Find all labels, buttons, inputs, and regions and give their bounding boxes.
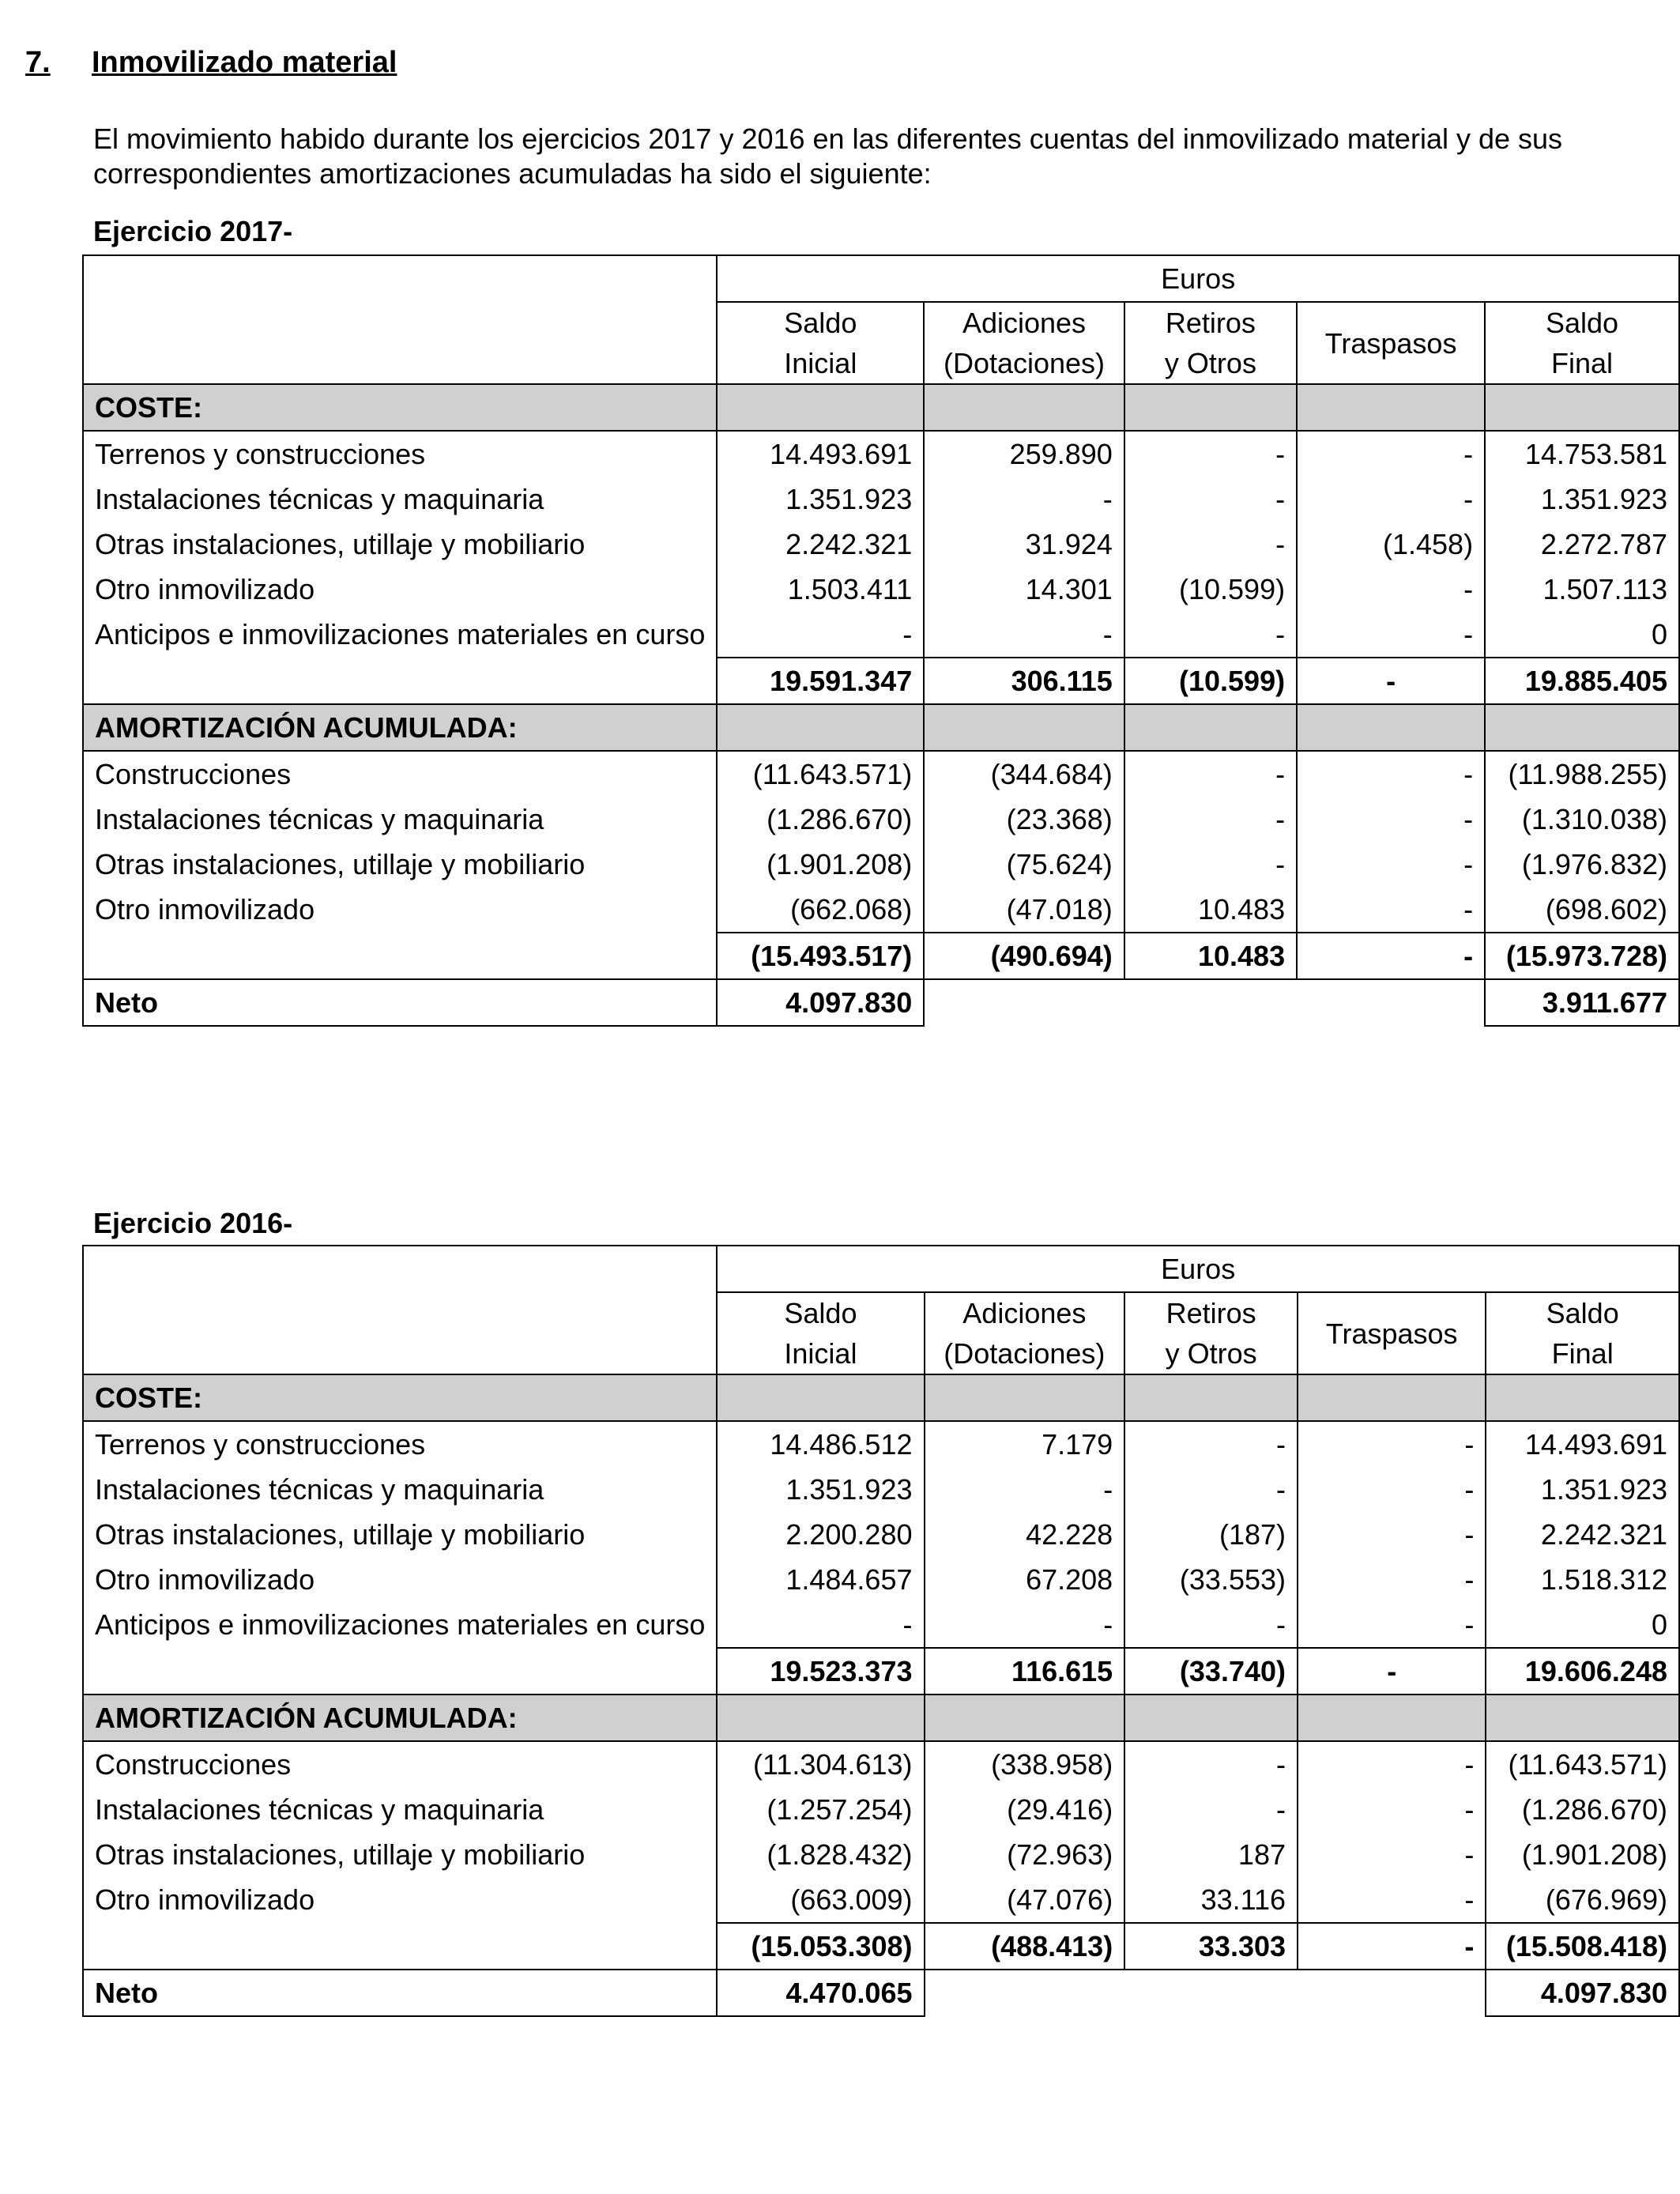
total-coste-blank [83,1648,717,1695]
total-amortizacion-value: (15.053.308) [717,1923,924,1970]
row-value: 1.484.657 [717,1557,924,1602]
total-amortizacion-blank [83,933,717,979]
header-euros: Euros [717,1246,1679,1292]
row-value: 33.116 [1124,1877,1298,1923]
section-amortizacion-label: AMORTIZACIÓN ACUMULADA: [83,1695,717,1741]
neto-row [83,979,1679,1026]
row-value: (47.076) [925,1877,1125,1923]
section-amortizacion [83,1695,1679,1741]
row-value: (72.963) [925,1832,1125,1877]
header-retiros-line2: y Otros [1164,347,1256,379]
row-value: (75.624) [924,842,1124,887]
total-coste-value: (33.740) [1124,1648,1298,1695]
row-label: Instalaciones técnicas y maquinaria [83,1467,717,1512]
row-value: (11.643.571) [717,751,924,797]
row-value: - [1297,567,1485,612]
row-value: - [1298,1512,1486,1557]
table-row [83,1512,1679,1557]
row-value: - [925,1602,1125,1648]
table-row [83,612,1679,658]
header-saldo-final-line2: Final [1551,1337,1614,1370]
row-label: Instalaciones técnicas y maquinaria [83,477,717,522]
row-value: - [1298,1557,1486,1602]
row-label: Terrenos y construcciones [83,1421,717,1467]
row-value: (344.684) [924,751,1124,797]
row-value: (1.901.208) [717,842,924,887]
neto-label: Neto [83,979,717,1026]
row-value: (663.009) [717,1877,924,1923]
row-value: - [1297,477,1485,522]
row-value: 14.493.691 [1486,1421,1679,1467]
header-saldo-final-line1: Saldo [1546,307,1619,339]
header-adiciones [925,1292,1125,1374]
row-value: - [1298,1877,1486,1923]
row-value: 1.351.923 [717,477,924,522]
section-heading [25,46,397,80]
total-coste [83,1648,1679,1695]
total-coste-value: 19.591.347 [717,658,924,704]
row-label: Anticipos e inmovilizaciones materiales en curso [83,612,717,658]
total-coste-value: 306.115 [924,658,1124,704]
neto-gap [925,1970,1486,2016]
row-value: (1.828.432) [717,1832,924,1877]
row-label: Otro inmovilizado [83,567,717,612]
table-row [83,1832,1679,1877]
row-value: 14.753.581 [1485,431,1679,477]
header-traspasos: Traspasos [1298,1292,1486,1374]
header-saldo-inicial-line2: Inicial [784,1337,857,1370]
header-saldo-final-line2: Final [1551,347,1614,379]
row-value: (33.553) [1124,1557,1298,1602]
row-value: (676.969) [1486,1877,1679,1923]
total-amortizacion-value: (15.508.418) [1486,1923,1679,1970]
section-amortizacion [83,704,1679,751]
header-traspasos: Traspasos [1297,302,1485,384]
table-row [83,887,1679,933]
row-value: (1.286.670) [1486,1787,1679,1832]
total-amortizacion-value: - [1298,1923,1486,1970]
total-amortizacion-value: 10.483 [1124,933,1297,979]
row-value: (187) [1124,1512,1298,1557]
row-label: Otro inmovilizado [83,887,717,933]
row-value: (338.958) [925,1741,1125,1787]
section-coste [83,384,1679,431]
table-row [83,1421,1679,1467]
section-number: 7. [25,46,51,79]
row-value: 2.242.321 [717,522,924,567]
header-corner [83,1246,717,1374]
row-value: (1.458) [1297,522,1485,567]
section-coste-label: COSTE: [83,1374,717,1421]
header-corner [83,255,717,384]
section-coste [83,1374,1679,1421]
total-coste [83,658,1679,704]
row-label: Construcciones [83,1741,717,1787]
total-coste-value: 19.523.373 [717,1648,924,1695]
row-value: 0 [1486,1602,1679,1648]
row-value: (29.416) [925,1787,1125,1832]
neto-initial: 4.097.830 [717,979,924,1026]
header-saldo-final [1486,1292,1679,1374]
row-value: - [924,477,1124,522]
row-value: (698.602) [1485,887,1679,933]
total-amortizacion [83,1923,1679,1970]
neto-final: 4.097.830 [1486,1970,1679,2016]
header-retiros [1124,302,1297,384]
row-value: - [1297,431,1485,477]
row-value: (662.068) [717,887,924,933]
row-value: (11.643.571) [1486,1741,1679,1787]
row-value: (11.988.255) [1485,751,1679,797]
neto-row [83,1970,1679,2016]
row-value: - [1298,1467,1486,1512]
row-value: - [1124,1467,1298,1512]
total-amortizacion [83,933,1679,979]
header-adiciones-line2: (Dotaciones) [944,1337,1106,1370]
year-2016-title: Ejercicio 2016- [93,1207,293,1239]
row-label: Construcciones [83,751,717,797]
neto-gap [924,979,1485,1026]
row-value: - [1124,842,1297,887]
header-saldo-inicial [717,1292,924,1374]
row-value: 14.493.691 [717,431,924,477]
total-coste-blank [83,658,717,704]
row-value: (47.018) [924,887,1124,933]
header-row-group [83,255,1679,302]
table-row [83,1467,1679,1512]
row-value: (1.310.038) [1485,797,1679,842]
row-value: - [1297,887,1485,933]
row-value: 10.483 [1124,887,1297,933]
row-value: 42.228 [925,1512,1125,1557]
header-adiciones-line2: (Dotaciones) [943,347,1106,379]
total-amortizacion-value: (488.413) [925,1923,1125,1970]
row-value: - [1124,751,1297,797]
row-value: - [1298,1741,1486,1787]
row-value: 1.351.923 [1486,1467,1679,1512]
table-row [83,522,1679,567]
row-value: - [1298,1832,1486,1877]
row-value: - [924,612,1124,658]
row-value: - [1297,612,1485,658]
row-value: - [717,1602,924,1648]
row-value: - [1298,1421,1486,1467]
header-saldo-inicial [717,302,924,384]
row-value: 14.486.512 [717,1421,924,1467]
row-label: Otro inmovilizado [83,1877,717,1923]
row-value: - [1124,1421,1298,1467]
row-label: Instalaciones técnicas y maquinaria [83,797,717,842]
row-label: Terrenos y construcciones [83,431,717,477]
row-value: - [925,1467,1125,1512]
total-coste-value: 19.606.248 [1486,1648,1679,1695]
row-value: - [1124,477,1297,522]
row-label: Otras instalaciones, utillaje y mobiliario [83,1832,717,1877]
row-value: (1.901.208) [1486,1832,1679,1877]
table-row [83,1877,1679,1923]
row-value: - [717,612,924,658]
table-row [83,1557,1679,1602]
row-label: Otras instalaciones, utillaje y mobiliario [83,522,717,567]
row-label: Otras instalaciones, utillaje y mobiliario [83,842,717,887]
row-value: 31.924 [924,522,1124,567]
row-value: 1.503.411 [717,567,924,612]
row-label: Otro inmovilizado [83,1557,717,1602]
row-label: Instalaciones técnicas y maquinaria [83,1787,717,1832]
row-value: (10.599) [1124,567,1297,612]
table-row [83,431,1679,477]
row-value: - [1124,431,1297,477]
total-amortizacion-value: (15.973.728) [1485,933,1679,979]
table-row [83,1602,1679,1648]
row-value: - [1297,842,1485,887]
row-value: (1.286.670) [717,797,924,842]
total-coste-value: 19.885.405 [1485,658,1679,704]
intro-paragraph: El movimiento habido durante los ejercicios 2017 y 2016 en las diferentes cuentas del inmovilizado material y de sus correspondientes amortizaciones acumuladas ha sido el siguiente: [93,123,1563,190]
row-value: - [1124,612,1297,658]
total-amortizacion-value: (490.694) [924,933,1124,979]
row-value: (1.976.832) [1485,842,1679,887]
row-value: 259.890 [924,431,1124,477]
section-coste-label: COSTE: [83,384,717,431]
row-value: 1.351.923 [1485,477,1679,522]
row-value: 2.272.787 [1485,522,1679,567]
row-value: (1.257.254) [717,1787,924,1832]
row-value: (23.368) [924,797,1124,842]
header-adiciones [924,302,1124,384]
row-value: 1.351.923 [717,1467,924,1512]
total-amortizacion-value: (15.493.517) [717,933,924,979]
total-coste-value: - [1297,658,1485,704]
total-coste-value: 116.615 [925,1648,1125,1695]
header-retiros-line1: Retiros [1166,1297,1256,1329]
row-value: 0 [1485,612,1679,658]
header-saldo-final-line1: Saldo [1546,1297,1619,1329]
header-saldo-inicial-line1: Saldo [784,1297,857,1329]
header-adiciones-line1: Adiciones [962,307,1087,339]
row-value: 1.507.113 [1485,567,1679,612]
row-value: - [1124,797,1297,842]
neto-initial: 4.470.065 [717,1970,924,2016]
total-coste-value: (10.599) [1124,658,1297,704]
row-value: 187 [1124,1832,1298,1877]
header-row-group [83,1246,1679,1292]
row-label: Anticipos e inmovilizaciones materiales en curso [83,1602,717,1648]
table-2017 [82,254,1680,1027]
header-euros: Euros [717,255,1679,302]
row-value: - [1124,1602,1298,1648]
year-2017-title: Ejercicio 2017- [93,215,293,247]
row-value: 7.179 [925,1421,1125,1467]
row-value: 67.208 [925,1557,1125,1602]
header-saldo-inicial-line1: Saldo [784,307,857,339]
table-row [83,1741,1679,1787]
section-title: Inmovilizado material [92,46,397,79]
section-amortizacion-label: AMORTIZACIÓN ACUMULADA: [83,704,717,751]
table-row [83,1787,1679,1832]
row-value: (11.304.613) [717,1741,924,1787]
row-value: - [1124,1741,1298,1787]
table-row [83,477,1679,522]
table-2016 [82,1245,1680,2017]
row-value: - [1298,1787,1486,1832]
neto-label: Neto [83,1970,717,2016]
row-label: Otras instalaciones, utillaje y mobiliario [83,1512,717,1557]
total-amortizacion-value: 33.303 [1124,1923,1298,1970]
row-value: 1.518.312 [1486,1557,1679,1602]
header-saldo-inicial-line2: Inicial [784,347,857,379]
header-adiciones-line1: Adiciones [962,1297,1087,1329]
table-row [83,842,1679,887]
table-row [83,751,1679,797]
total-amortizacion-value: - [1297,933,1485,979]
total-coste-value: - [1298,1648,1486,1695]
header-saldo-final [1485,302,1679,384]
header-retiros [1124,1292,1298,1374]
total-amortizacion-blank [83,1923,717,1970]
table-row [83,797,1679,842]
row-value: - [1297,751,1485,797]
row-value: - [1298,1602,1486,1648]
neto-final: 3.911.677 [1485,979,1679,1026]
row-value: 2.242.321 [1486,1512,1679,1557]
row-value: - [1124,522,1297,567]
row-value: - [1124,1787,1298,1832]
row-value: 2.200.280 [717,1512,924,1557]
header-retiros-line1: Retiros [1165,307,1256,339]
table-row [83,567,1679,612]
header-retiros-line2: y Otros [1165,1337,1257,1370]
row-value: 14.301 [924,567,1124,612]
row-value: - [1297,797,1485,842]
